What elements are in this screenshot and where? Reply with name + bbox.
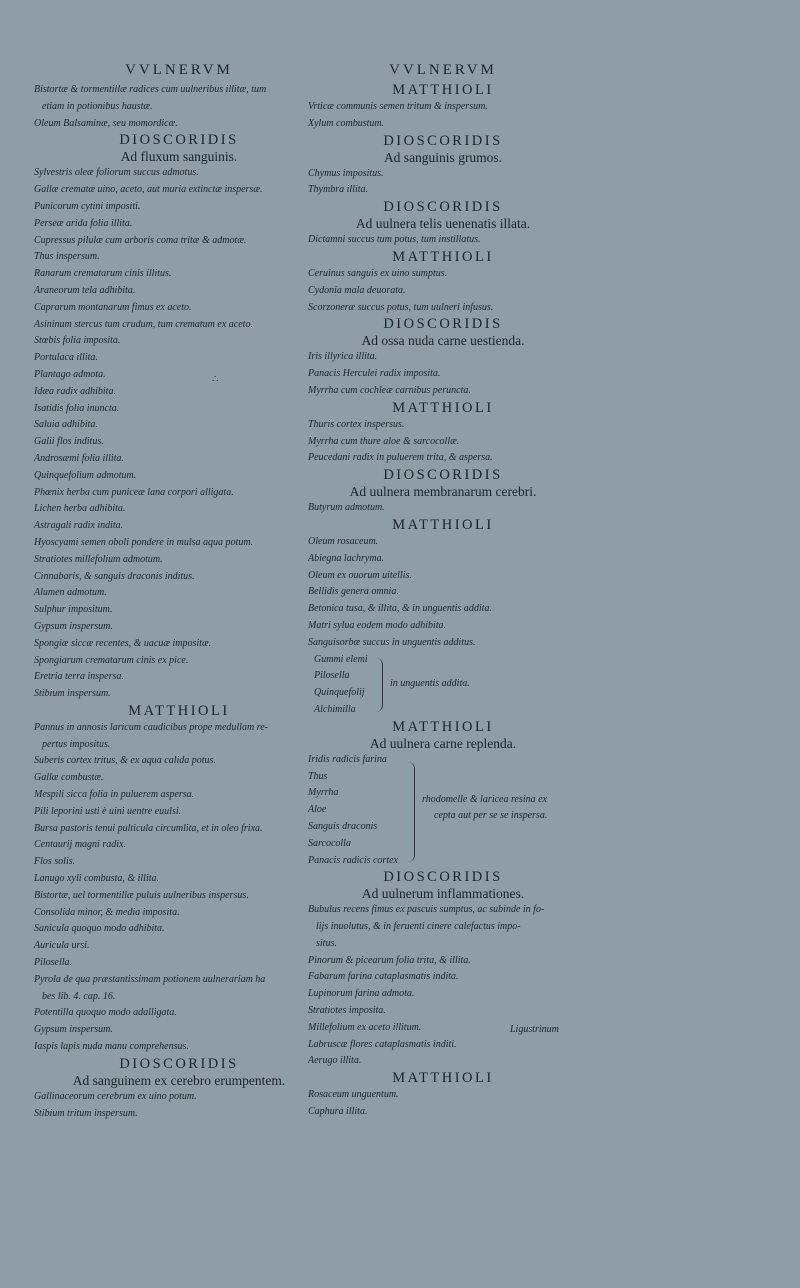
bracket-item: Gummi elemi [314,653,368,665]
remedy-entry: Perseæ arida folia illita. [34,217,133,229]
remedy-entry: Suberis cortex tritus, & ex aqua calida potus. [34,755,216,767]
remedy-entry: Portulaca illita. [34,352,98,364]
remedy-entry: Alumen admotum. [34,587,107,599]
bracket-group-fillers [308,752,578,870]
remedy-entry: Caprarum montanarum fimus ex aceto. [34,301,192,313]
remedy-entry: Lichen herba adhibita. [34,503,126,515]
remedy-entry: Pinorum & picearum folia trita, & illita. [308,954,471,966]
remedy-entry: Asininum stercus tum crudum, tum crematum ex aceto. [34,318,253,330]
remedy-entry: Peucedani radix in puluerem trita, & aspersa. [308,452,493,464]
section-subheading: Ad uulnerum inflammationes. [361,886,525,902]
remedy-entry: Saluia adhibita. [34,419,98,431]
remedy-entry: Auricula ursi. [34,940,90,952]
remedy-entry: Scorzoneræ succus potus, tum uulneri infusus. [308,301,494,313]
remedy-entry: Consolida minor, & media imposita. [34,906,180,918]
remedy-entry: Sylvestris oleæ foliorum succus admotus. [34,167,199,179]
remedy-entry: Spongiarum crematarum cinis ex pice. [34,654,189,666]
remedy-entry: Stibium tritum inspersum. [34,1107,138,1119]
remedy-entry: Chymus impositus. [308,167,384,179]
remedy-entry: Oleum rosaceum. [308,535,379,547]
section-heading: MATTHIOLI [128,702,230,719]
remedy-entry: Millefolium ex aceto illitum. [308,1021,422,1033]
section-subheading: Ad ossa nuda carne uestienda. [361,333,525,349]
remedy-entry: Bistortæ & tormentillæ radices cum uulneribus illitæ, tum [34,84,267,95]
section-heading: DIOSCORIDIS [383,316,503,333]
section-heading: MATTHIOLI [392,718,494,735]
bracket-item: Panacis radicis cortex [308,854,398,866]
remedy-entry: Cupressus pilulæ cum arboris coma tritæ & admotæ. [34,234,247,246]
bracket-item: Thus [308,770,328,782]
remedy-entry: Oleum ex ouorum uitellis. [308,569,412,581]
remedy-entry: Spongiæ siccæ recentes, & uacuæ impositæ. [34,637,212,649]
curly-brace [408,762,415,862]
remedy-entry: Betonica tusa, & illita, & in unguentis addita. [308,603,492,615]
bracket-note: in unguentis addita. [390,677,470,689]
entry-continuation: bes lib. 4. cap. 16. [42,990,116,1002]
bracket-item: Pilosella [314,670,350,682]
bracket-item: Sarcocolla [308,837,351,849]
remedy-entry: Butyrum admotum. [308,502,385,514]
bracket-item: Iridis radicis farina [308,753,387,765]
remedy-entry: Astragali radix indita. [34,520,124,532]
remedy-entry: Potentilla quoquo modo adalligata. [34,1007,177,1019]
bracket-item: Myrrha [308,787,339,799]
remedy-entry: Plantago admota. [34,368,106,380]
remedy-entry: Vrticæ communis semen tritum & inspersum. [308,101,488,112]
remedy-entry: Bistortæ, uel tormentillæ puluis uulneribus inspersus. [34,889,249,901]
curly-brace [376,658,383,712]
remedy-entry: Androsæmi folia illita. [34,452,124,464]
remedy-entry: Abiegna lachryma. [308,552,385,564]
remedy-entry: Panacis Herculei radix imposita. [308,368,441,380]
remedy-entry: Galii flos inditus. [34,436,104,448]
remedy-entry: Bellidis genera omnia. [308,586,399,598]
remedy-entry: Stratiotes millefolium admotum. [34,553,163,565]
section-heading: DIOSCORIDIS [383,869,503,886]
remedy-entry: Gypsum inspersum. [34,620,113,632]
remedy-entry: Oleum Balsaminæ, seu momordicæ. [34,117,178,129]
section-heading: MATTHIOLI [392,399,494,416]
remedy-entry: Ceruinus sanguis ex uino sumptus. [308,267,448,279]
section-heading: DIOSCORIDIS [383,132,503,149]
remedy-entry: Cydonia mala deuorata. [308,284,406,296]
section-subheading: Ad fluxum sanguinis. [120,149,238,165]
bracket-group-unguents [308,652,578,719]
section-subheading: Ad uulnera carne replenda. [369,735,517,751]
bracket-item: Alchimilla [314,703,356,715]
remedy-entry: Quinquefolium admotum. [34,469,137,481]
remedy-entry: Idæa radix adhibita. [34,385,116,397]
remedy-entry: Gypsum inspersum. [34,1024,113,1036]
remedy-entry: Eretria terra inspersa. [34,671,124,683]
bracket-item: Sanguis draconis [308,820,378,832]
remedy-entry: Thuris cortex inspersus. [308,418,405,430]
section-heading: MATTHIOLI [392,248,494,265]
remedy-entry: Rosaceum unguentum. [308,1089,399,1101]
section-heading: DIOSCORIDIS [119,1055,239,1072]
remedy-entry: Myrrha cum cochleæ carnibus peruncta. [308,384,471,396]
bracket-item: Aloe [308,804,327,816]
section-heading: MATTHIOLI [392,82,494,98]
remedy-entry: Bursa pastoris tenui pulticula circumlita, et in oleo frixa. [34,822,263,834]
section-heading: DIOSCORIDIS [383,199,503,216]
entry-continuation: lijs inuolutus, & in feruenti cinere calefactus impo- [316,921,521,933]
remedy-entry: Pilosella. [34,957,73,969]
section-subheading: Ad sanguinis grumos. [383,149,503,165]
remedy-entry: Phœnix herba cum puniceæ lana corpori alligata. [34,486,234,498]
remedy-entry: Punicorum cytini impositi. [34,200,141,212]
remedy-entry: Myrrha cum thure aloe & sarcocollæ. [308,435,460,447]
section-heading: DIOSCORIDIS [383,467,503,484]
remedy-entry: Araneorum tela adhibita. [34,284,136,296]
remedy-entry: Fabarum farina cataplasmatis indita. [308,971,459,983]
running-head: VVLNERVM [125,62,233,78]
remedy-entry: Iris illyrica illita. [308,351,378,363]
entry-continuation: situs. [316,937,337,949]
remedy-entry: Centaurij magni radix. [34,839,126,851]
remedy-entry: Flos solis. [34,856,76,868]
remedy-entry: Stœbis folia imposita. [34,335,121,347]
remedy-entry: Iaspis lapis nuda manu comprehensus. [34,1041,189,1053]
remedy-entry: Gallæ combustæ. [34,772,104,784]
remedy-entry: Dictamni succus tum potus, tum instillatus. [308,234,481,246]
bracket-items [308,652,368,719]
remedy-entry: Pili leporini usti è uini uentre euulsi. [34,805,182,817]
remedy-entry: Cinnabaris, & sanguis draconis inditus. [34,570,195,582]
remedy-entry: Isatidis folia inuncta. [34,402,120,414]
remedy-entry: Gallinaceorum cerebrum ex uino potum. [34,1090,197,1102]
remedy-entry: Caphura illita. [308,1106,368,1118]
remedy-entry: Matri sylua eodem modo adhibita. [308,619,447,631]
left-column [34,60,324,1122]
remedy-entry: Sanguisorbæ succus in unguentis additus. [308,636,476,648]
remedy-entry: Pyrola de qua præstantissimam potionem uulnerariam ha [34,973,266,985]
section-heading: MATTHIOLI [392,516,494,533]
section-subheading: Ad uulnera telis uenenatis illata. [355,216,531,232]
section-heading: MATTHIOLI [392,1070,494,1087]
remedy-entry: Gallæ crematæ uino, aceto, aut muria extinctæ inspersæ. [34,184,263,196]
stray-mark: ∴ [212,374,219,385]
right-column [308,60,578,1121]
section-subheading: Ad uulnera membranarum cerebri. [349,484,537,500]
bracket-items [308,752,398,870]
remedy-entry: Bubulus recens fimus ex pascuis sumptus, ac subinde in fo- [308,904,545,916]
remedy-entry: Thus inspersum. [34,251,100,263]
bracket-note: cepta aut per se se inspersa. [434,809,548,821]
remedy-entry: Stibium inspersum. [34,688,111,700]
remedy-entry: Stratiotes imposita. [308,1005,386,1017]
bracket-note: rhodomelle & laricea resina ex [422,793,547,805]
section-subheading: Ad sanguinem ex cerebro erumpentem. [72,1072,286,1088]
catchword: Ligustrinum [510,1024,559,1035]
remedy-entry: Ranarum crematarum cinis illitus. [34,268,172,280]
remedy-entry: Lanugo xyli combusta, & illita. [34,873,159,885]
bracket-item: Quinquefolij [314,687,365,699]
remedy-entry: Labruscæ flores cataplasmatis inditi. [308,1038,457,1050]
section-heading: DIOSCORIDIS [119,132,239,149]
entry-continuation: pertus impositus. [42,738,111,750]
entry-continuation: etiam in potionibus haustæ. [42,100,153,112]
remedy-entry: Sulphur impositum. [34,604,113,616]
remedy-entry: Mespili sicca folia in puluerem aspersa. [34,789,195,801]
remedy-entry: Xylum combustum. [308,117,385,129]
remedy-entry: Lupinorum farina admota. [308,988,415,1000]
remedy-entry: Aerugo illita. [308,1055,362,1067]
remedy-entry: Pannus in annosis laricum caudicibus prope medullam re- [34,721,268,733]
running-head: VVLNERVM [389,62,497,78]
remedy-entry: Hyoscyami semen oboli pondere in mulsa aqua potum. [34,536,254,548]
remedy-entry: Thymbra illita. [308,184,369,196]
remedy-entry: Sanicula quoquo modo adhibita. [34,923,165,935]
